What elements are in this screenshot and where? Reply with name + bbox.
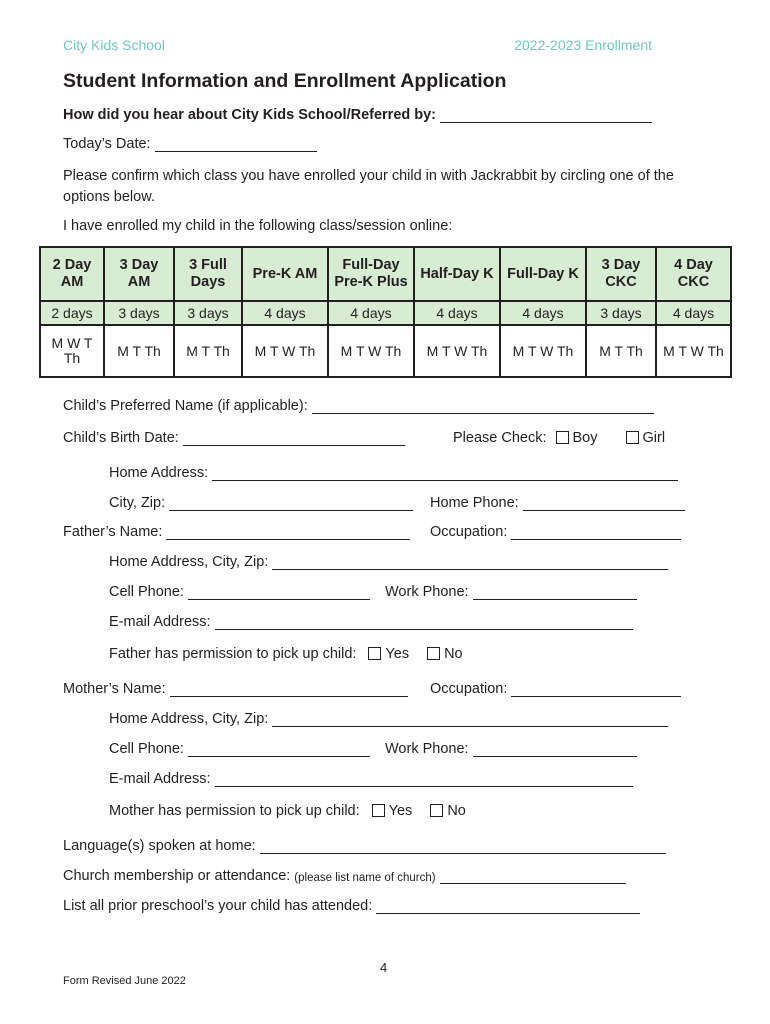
class-header-pre-k-am[interactable]: Pre-K AM xyxy=(242,247,328,301)
class-days-cell: 4 days xyxy=(500,301,586,325)
home-phone-label: Home Phone: xyxy=(430,495,519,511)
birth-date-label: Child’s Birth Date: xyxy=(63,430,179,446)
class-schedule-cell: M T Th xyxy=(586,325,656,377)
no-label: No xyxy=(447,803,466,819)
home-phone-row xyxy=(430,495,685,511)
father-work-field[interactable] xyxy=(473,585,637,600)
mothers-name-row xyxy=(63,681,408,697)
birth-date-field[interactable] xyxy=(183,431,405,446)
father-email-field[interactable] xyxy=(215,615,633,630)
prior-preschool-label: List all prior preschool’s your child has attended: xyxy=(63,898,373,914)
class-days-cell: 4 days xyxy=(242,301,328,325)
prior-preschool-field[interactable] xyxy=(376,899,640,914)
boy-option[interactable] xyxy=(556,430,598,446)
todays-date-row xyxy=(63,136,317,152)
father-permission-row xyxy=(109,646,463,662)
enrolled-label: I have enrolled my child in the following class/session online: xyxy=(63,218,453,234)
todays-date-field[interactable] xyxy=(155,137,317,152)
class-days-cell: 3 days xyxy=(174,301,242,325)
work-phone-label: Work Phone: xyxy=(385,741,469,757)
fathers-name-label: Father’s Name: xyxy=(63,524,163,540)
referral-row xyxy=(63,107,652,123)
father-yes-option[interactable] xyxy=(368,646,409,662)
class-schedule-cell: M T W Th xyxy=(500,325,586,377)
father-occupation-row xyxy=(430,524,681,540)
languages-field[interactable] xyxy=(260,839,666,854)
mother-cell-field[interactable] xyxy=(188,742,370,757)
mother-email-row xyxy=(109,771,633,787)
home-address-field[interactable] xyxy=(212,466,678,481)
class-schedule-cell: M T W Th xyxy=(242,325,328,377)
languages-row xyxy=(63,838,666,854)
class-schedule-cell: M T W Th xyxy=(328,325,414,377)
preferred-name-row xyxy=(63,398,654,414)
home-phone-field[interactable] xyxy=(523,496,685,511)
class-header-half-day-k[interactable]: Half-Day K xyxy=(414,247,500,301)
father-address-field[interactable] xyxy=(272,555,668,570)
birth-date-row xyxy=(63,430,405,446)
boy-checkbox[interactable] xyxy=(556,431,569,444)
father-address-row xyxy=(109,554,668,570)
class-days-cell: 3 days xyxy=(104,301,174,325)
enrollment-year-header: 2022-2023 Enrollment xyxy=(514,37,652,53)
fathers-name-row xyxy=(63,524,410,540)
class-header-full-day-pre-k-plus[interactable]: Full-Day Pre-K Plus xyxy=(328,247,414,301)
mother-cell-row xyxy=(109,741,370,757)
father-occupation-field[interactable] xyxy=(511,525,681,540)
church-field[interactable] xyxy=(440,869,626,884)
father-no-option[interactable] xyxy=(427,646,463,662)
father-yes-checkbox[interactable] xyxy=(368,647,381,660)
yes-label: Yes xyxy=(388,803,413,819)
girl-option[interactable] xyxy=(626,430,666,446)
class-header-4-day-ckc[interactable]: 4 Day CKC xyxy=(656,247,731,301)
mother-yes-checkbox[interactable] xyxy=(372,804,385,817)
class-days-cell: 4 days xyxy=(328,301,414,325)
city-zip-label: City, Zip: xyxy=(109,495,166,511)
class-schedule-cell: M T Th xyxy=(174,325,242,377)
mother-permission-label: Mother has permission to pick up child: xyxy=(109,803,360,819)
mother-address-row xyxy=(109,711,668,727)
languages-label: Language(s) spoken at home: xyxy=(63,838,256,854)
home-address-city-zip-label: Home Address, City, Zip: xyxy=(109,711,269,727)
father-work-row xyxy=(385,584,637,600)
mother-occupation-field[interactable] xyxy=(511,682,681,697)
please-check-label: Please Check: xyxy=(453,430,547,446)
mother-work-field[interactable] xyxy=(473,742,637,757)
class-days-row xyxy=(40,301,731,325)
class-schedule-cell: M T W Th xyxy=(414,325,500,377)
mother-email-field[interactable] xyxy=(215,772,633,787)
girl-checkbox[interactable] xyxy=(626,431,639,444)
mother-no-checkbox[interactable] xyxy=(430,804,443,817)
city-zip-field[interactable] xyxy=(169,496,413,511)
prior-preschool-row xyxy=(63,898,640,914)
father-permission-label: Father has permission to pick up child: xyxy=(109,646,357,662)
referral-label: How did you hear about City Kids School/Referred by: xyxy=(63,107,437,123)
mother-occupation-row xyxy=(430,681,681,697)
child-home-address-row xyxy=(109,465,678,481)
class-header-row xyxy=(40,247,731,301)
cell-phone-label: Cell Phone: xyxy=(109,584,184,600)
preferred-name-label: Child’s Preferred Name (if applicable): xyxy=(63,398,308,414)
class-days-cell: 2 days xyxy=(40,301,104,325)
father-cell-field[interactable] xyxy=(188,585,370,600)
city-zip-row xyxy=(109,495,413,511)
class-days-cell: 4 days xyxy=(656,301,731,325)
email-label: E-mail Address: xyxy=(109,771,211,787)
todays-date-label: Today’s Date: xyxy=(63,136,151,152)
home-address-label: Home Address: xyxy=(109,465,209,481)
father-email-row xyxy=(109,614,633,630)
class-header-3-full-days[interactable]: 3 Full Days xyxy=(174,247,242,301)
mother-address-field[interactable] xyxy=(272,712,668,727)
church-row xyxy=(63,868,626,884)
mother-no-option[interactable] xyxy=(430,803,466,819)
father-no-checkbox[interactable] xyxy=(427,647,440,660)
fathers-name-field[interactable] xyxy=(166,525,410,540)
occupation-label: Occupation: xyxy=(430,524,508,540)
class-options-table xyxy=(39,246,732,378)
girl-label: Girl xyxy=(642,430,666,446)
class-schedule-row xyxy=(40,325,731,377)
cell-phone-label: Cell Phone: xyxy=(109,741,184,757)
preferred-name-field[interactable] xyxy=(312,399,654,414)
class-header-3-day-am[interactable]: 3 Day AM xyxy=(104,247,174,301)
mothers-name-label: Mother’s Name: xyxy=(63,681,166,697)
email-label: E-mail Address: xyxy=(109,614,211,630)
class-header-full-day-k[interactable]: Full-Day K xyxy=(500,247,586,301)
mother-work-row xyxy=(385,741,637,757)
page-number: 4 xyxy=(380,960,388,975)
class-schedule-cell: M W T Th xyxy=(40,325,104,377)
class-header-2-day-am[interactable]: 2 Day AM xyxy=(40,247,104,301)
father-cell-row xyxy=(109,584,370,600)
class-schedule-cell: M T W Th xyxy=(656,325,731,377)
boy-label: Boy xyxy=(572,430,598,446)
church-note: (please list name of church) xyxy=(294,872,436,884)
occupation-label: Occupation: xyxy=(430,681,508,697)
class-schedule-cell: M T Th xyxy=(104,325,174,377)
yes-label: Yes xyxy=(385,646,410,662)
school-name-header: City Kids School xyxy=(63,37,165,53)
class-header-3-day-ckc[interactable]: 3 Day CKC xyxy=(586,247,656,301)
gender-check-row xyxy=(453,430,665,446)
instructions-text: Please confirm which class you have enrolled your child in with Jackrabbit by circling one of the options below. xyxy=(63,168,674,205)
page-title: Student Information and Enrollment Application xyxy=(63,70,507,92)
class-days-cell: 3 days xyxy=(586,301,656,325)
mother-yes-option[interactable] xyxy=(372,803,413,819)
form-revised-note: Form Revised June 2022 xyxy=(63,975,186,987)
home-address-city-zip-label: Home Address, City, Zip: xyxy=(109,554,269,570)
church-label: Church membership or attendance: xyxy=(63,868,291,884)
referral-field[interactable] xyxy=(440,108,652,123)
work-phone-label: Work Phone: xyxy=(385,584,469,600)
class-days-cell: 4 days xyxy=(414,301,500,325)
mother-permission-row xyxy=(109,803,466,819)
no-label: No xyxy=(444,646,463,662)
mothers-name-field[interactable] xyxy=(170,682,408,697)
